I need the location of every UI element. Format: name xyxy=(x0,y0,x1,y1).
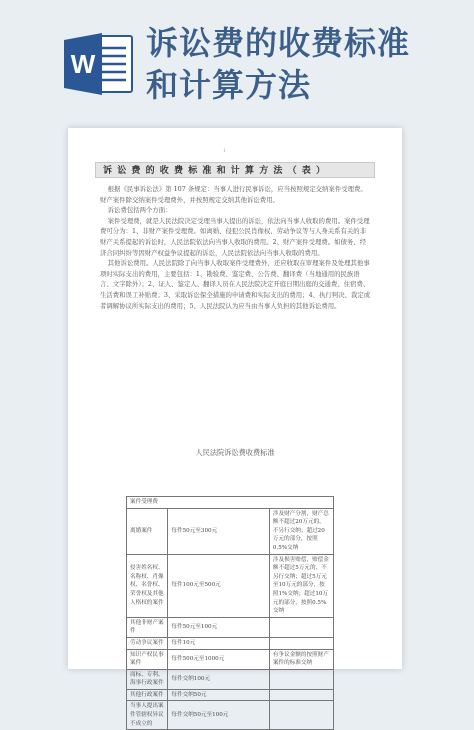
note-cell xyxy=(269,701,333,730)
case-type-cell: 侵害姓名权、名称权、肖像权、名誉权、荣誉权及其他人格权的案件 xyxy=(127,554,168,617)
table-row xyxy=(127,689,334,701)
note-cell: 涉及损害赔偿，赔偿金额不超过5万元的，不另行交纳；超过5万元至10万元的部分，按照1%交纳；超过10万元的部分，按照0.5%交纳 xyxy=(269,554,333,617)
note-cell: 有争议金额的按照财产案件的标准交纳 xyxy=(269,649,333,669)
table-row xyxy=(127,617,334,637)
fee-cell: 每件50元至100元 xyxy=(168,617,270,637)
body-paragraph: 诉讼费包括两个方面： xyxy=(107,206,172,215)
fee-cell: 每件100元至500元 xyxy=(168,554,270,617)
table-row xyxy=(127,508,334,554)
table-row xyxy=(127,669,334,689)
body-paragraph: 案件受理费，就是人民法院决定受理当事人提出的诉讼，依法向当事人收取的费用。案件受理费可分为：1、非财产案件受理费。如离婚、侵犯公民肖像权、劳动争议等与人身关系有关的非财产关系提起的诉讼时，人民法院依法向当事人收取的费用。2、财产案件受理费。如债务、经济合同纠纷等因财产权益争议提起的诉讼，人民法院依法向当事人收取的费用。 xyxy=(100,216,370,257)
page-number: 1 xyxy=(223,148,227,154)
fee-table xyxy=(126,496,334,730)
fee-cell: 每件10元 xyxy=(168,637,270,649)
page-title xyxy=(146,22,466,106)
table-caption: 人民法院诉讼费收费标准 xyxy=(195,448,275,457)
table-row xyxy=(127,701,334,730)
document-preview xyxy=(68,128,402,727)
case-type-cell: 其他行政案件 xyxy=(127,689,168,701)
note-cell: 涉及财产分割，财产总额不超过20万元的，不另行交纳；超过20万元的部分，按照0.5%交纳 xyxy=(269,508,333,554)
table-header-row xyxy=(127,497,334,509)
document-heading: 诉讼费的收费标准和计算方法（表） xyxy=(95,162,375,178)
table-row xyxy=(127,554,334,617)
fee-cell: 每件500元至1000元 xyxy=(168,649,270,669)
body-paragraph: 根据《民事诉讼法》第 107 条规定：当事人进行民事诉讼，应当按照规定交纳案件受理费。财产案件除交纳案件受理费外，并按照规定交纳其他诉讼费用。 xyxy=(100,185,367,204)
word-icon-letter: W xyxy=(70,49,96,79)
page-title-line2: 和计算方法 xyxy=(146,66,312,104)
page-title-line1: 诉讼费的收费标准 xyxy=(146,24,411,62)
case-type-cell: 其他非财产案件 xyxy=(127,617,168,637)
case-type-cell: 离婚案件 xyxy=(127,508,168,554)
fee-cell: 每件交纳50元至100元 xyxy=(168,701,270,730)
table-row xyxy=(127,649,334,669)
table-header-cell: 案件受理费 xyxy=(127,497,334,509)
note-cell xyxy=(269,637,333,649)
table-row xyxy=(127,637,334,649)
note-cell xyxy=(269,617,333,637)
case-type-cell: 商标、专利、海事行政案件 xyxy=(127,669,168,689)
note-cell xyxy=(269,689,333,701)
case-type-cell: 劳动争议案件 xyxy=(127,637,168,649)
note-cell xyxy=(269,669,333,689)
fee-cell: 每件交纳100元 xyxy=(168,669,270,689)
fee-cell: 每件交纳50元 xyxy=(168,689,270,701)
document-body xyxy=(100,184,372,311)
case-type-cell: 当事人提出案件管辖权异议不成立的 xyxy=(127,701,168,730)
body-paragraph: 其他诉讼费用。人民法院除了向当事人收取案件受理费外，还应收取在审理案件及处理其他事项时实际支出的费用，主要包括：1、勘验费、鉴定费、公告费、翻译费（当地通用的民族语言、文字除外）；2、证人、鉴定人、翻译人员在人民法院决定开庭日期出庭的交通费、住宿费、生活费和误工补贴费；3、采取诉讼保全措施的申请费和实际支出的费用；4、执行判决、裁定或者调解协议所实际支出的费用；5、人民法院认为应当由当事人负担的其他诉讼费用。 xyxy=(100,259,371,310)
word-document-icon xyxy=(62,30,136,98)
case-type-cell: 知识产权民事案件 xyxy=(127,649,168,669)
fee-cell: 每件50元至300元 xyxy=(168,508,270,554)
